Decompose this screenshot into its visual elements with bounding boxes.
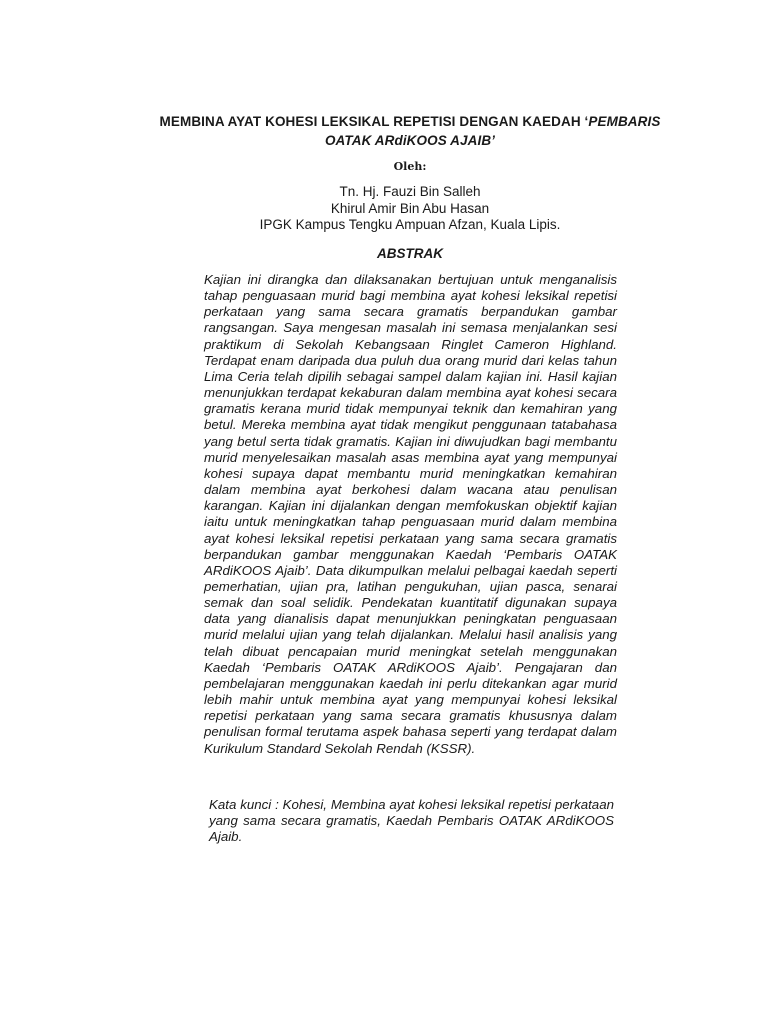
byline-label: Oleh: xyxy=(393,160,427,173)
paper-title-main: MEMBINA AYAT KOHESI LEKSIKAL REPETISI DENGAN KAEDAH ‘ xyxy=(159,114,589,129)
paper-title-italic: PEMBARIS xyxy=(588,114,661,129)
author-affiliation: IPGK Kampus Tengku Ampuan Afzan, Kuala Lipis. xyxy=(259,217,561,232)
author-2: Khirul Amir Bin Abu Hasan xyxy=(330,200,490,216)
author-block xyxy=(0,184,768,234)
abstract-heading: ABSTRAK xyxy=(377,246,443,261)
paper-title xyxy=(110,112,710,150)
author-1: Tn. Hj. Fauzi Bin Salleh xyxy=(339,184,481,199)
paper-title-line2: OATAK ARdiKOOS AJAIB’ xyxy=(324,133,496,148)
abstract-body: Kajian ini dirangka dan dilaksanakan bertujuan untuk menganalisis tahap penguasaan murid bagi membina ayat kohesi leksikal repetisi perkataan yang sama secara gramatis berpandukan gambar rangsangan. Saya mengesan masalah ini semasa menjalankan sesi praktikum di Sekolah Kebangsaan Ringlet Cameron Highland. Terdapat enam daripada dua puluh dua orang murid dari kelas tahun Lima Ceria telah dipilih sebagai sampel dalam kajian ini. Hasil kajian menunjukkan terdapat kekaburan dalam membina ayat kohesi secara gramatis kerana murid tidak mempunyai teknik dan kemahiran yang betul. Mereka membina ayat tidak mengikut penggunaan tatabahasa yang betul serta tidak gramatis. Kajian ini diwujudkan bagi membantu murid menyelesaikan masalah asas membina ayat yang mempunyai kohesi supaya dapat membantu murid meningkatkan kemahiran dalam membina ayat berkohesi dalam wacana atau penulisan karangan. Kajian ini dijalankan dengan memfokuskan objektif kajian iaitu untuk meningkatkan tahap penguasaan murid dalam membina ayat kohesi leksikal repetisi perkataan yang sama secara gramatis berpandukan gambar menggunakan Kaedah ‘Pembaris OATAK ARdiKOOS Ajaib’. Data dikumpulkan melalui pelbagai kaedah seperti pemerhatian, ujian pra, latihan pengukuhan, ujian pasca, senarai semak dan soal selidik. Pendekatan kuantitatif digunakan supaya data yang dianalisis dapat menunjukkan peningkatan penguasaan murid melalui ujian yang telah dijalankan. Melalui hasil analisis yang telah dibuat pencapaian murid meningkat setelah menggunakan Kaedah ‘Pembaris OATAK ARdiKOOS Ajaib’. Pengajaran dan pembelajaran menggunakan kaedah ini perlu ditekankan agar murid lebih mahir untuk membina ayat yang mempunyai kohesi leksikal repetisi perkataan yang sama secara gramatis khususnya dalam penulisan formal terutama aspek bahasa seperti yang terdapat dalam Kurikulum Standard Sekolah Rendah (KSSR). xyxy=(204,272,617,756)
keywords-paragraph: Kata kunci : Kohesi, Membina ayat kohesi leksikal repetisi perkataan yang sama secara gramatis, Kaedah Pembaris OATAK ARdiKOOS Ajaib. xyxy=(209,797,614,845)
